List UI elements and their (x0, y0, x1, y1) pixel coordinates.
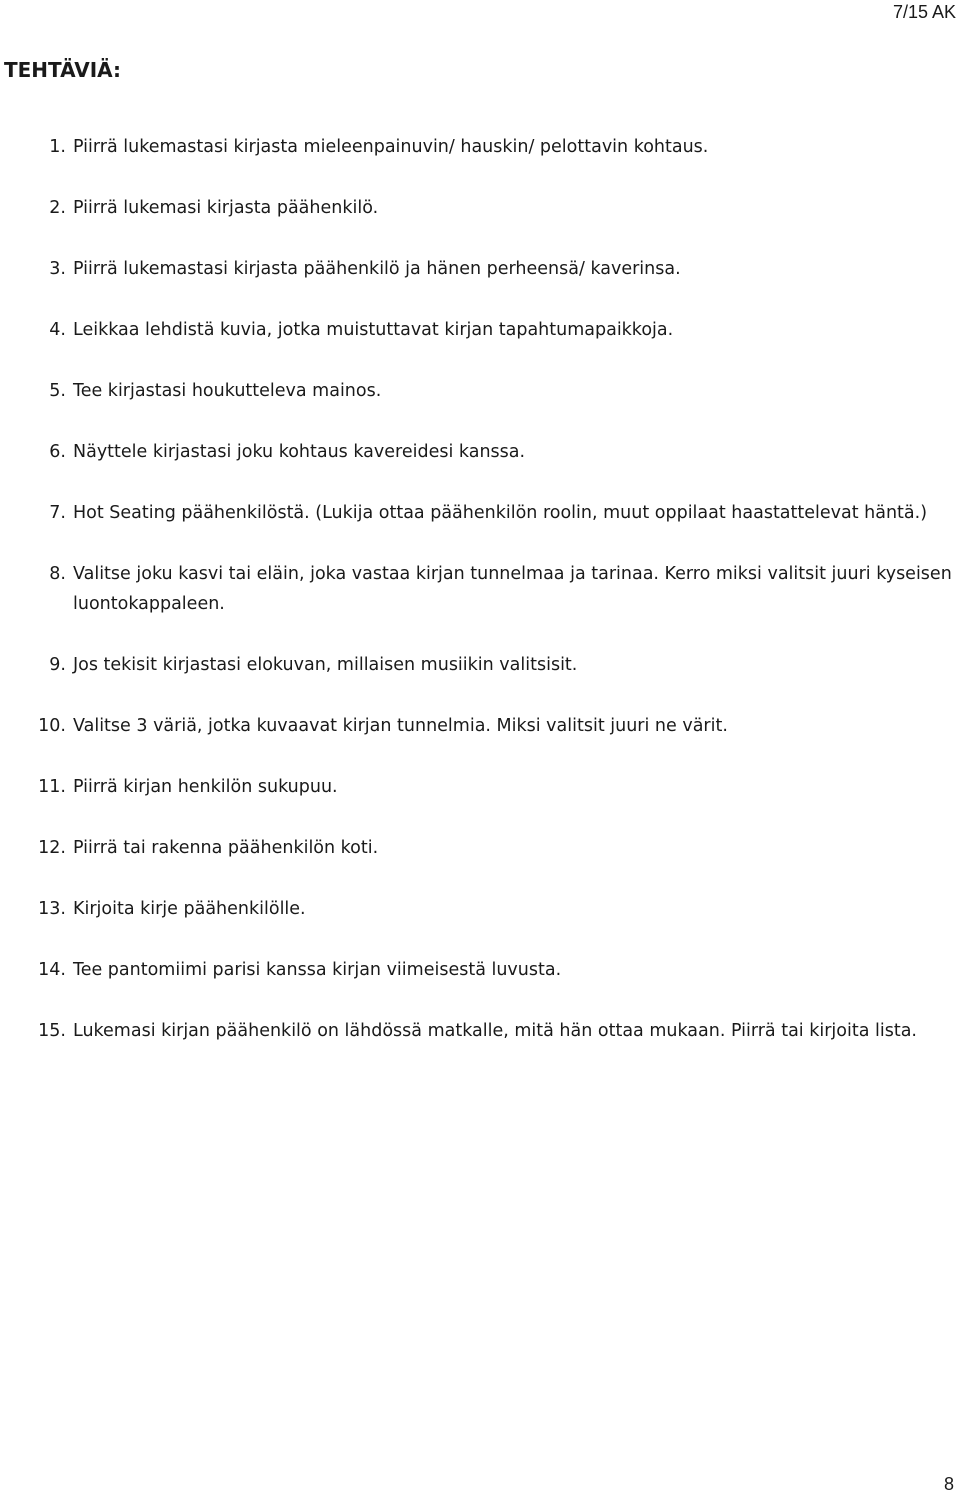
task-number: 12. (38, 838, 66, 858)
task-number: 10. (38, 716, 66, 736)
task-number: 13. (38, 899, 66, 919)
task-text: Tee pantomiimi parisi kanssa kirjan viimeisestä luvusta. (73, 960, 562, 980)
task-item-6 (0, 437, 960, 467)
task-number: 1. (49, 137, 66, 157)
task-text: Piirrä kirjan henkilön sukupuu. (73, 777, 338, 797)
task-number: 11. (38, 777, 66, 797)
task-number: 3. (49, 259, 66, 279)
task-text: Piirrä lukemasi kirjasta päähenkilö. (73, 198, 379, 218)
task-text: Valitse joku kasvi tai eläin, joka vastaa kirjan tunnelmaa ja tarinaa. Kerro miksi valitsit juuri kyseisen luontokappaleen. (73, 564, 952, 614)
task-text: Valitse 3 väriä, jotka kuvaavat kirjan tunnelmia. Miksi valitsit juuri ne värit. (73, 716, 728, 736)
task-item-1 (0, 132, 960, 162)
task-item-12 (0, 833, 960, 863)
task-text: Piirrä lukemastasi kirjasta mieleenpainuvin/ hauskin/ pelottavin kohtaus. (73, 137, 709, 157)
task-number: 4. (49, 320, 66, 340)
task-item-2 (0, 193, 960, 223)
task-number: 6. (49, 442, 66, 462)
page-title: TEHTÄVIÄ: (4, 58, 122, 82)
task-text: Hot Seating päähenkilöstä. (Lukija ottaa päähenkilön roolin, muut oppilaat haastattelevat häntä.) (73, 503, 928, 523)
task-text: Näyttele kirjastasi joku kohtaus kavereidesi kanssa. (73, 442, 526, 462)
task-text: Tee kirjastasi houkutteleva mainos. (73, 381, 382, 401)
task-text: Kirjoita kirje päähenkilölle. (73, 899, 306, 919)
task-item-4 (0, 315, 960, 345)
task-number: 2. (49, 198, 66, 218)
task-item-8 (0, 559, 960, 619)
task-number: 9. (49, 655, 66, 675)
task-number: 15. (38, 1021, 66, 1041)
task-item-15 (0, 1016, 960, 1046)
task-item-14 (0, 955, 960, 985)
task-number: 8. (49, 564, 66, 584)
task-text: Piirrä lukemastasi kirjasta päähenkilö ja hänen perheensä/ kaverinsa. (73, 259, 681, 279)
task-text: Leikkaa lehdistä kuvia, jotka muistuttavat kirjan tapahtumapaikkoja. (73, 320, 674, 340)
task-number: 14. (38, 960, 66, 980)
task-item-5 (0, 376, 960, 406)
task-item-3 (0, 254, 960, 284)
task-item-7 (0, 498, 960, 528)
task-item-9 (0, 650, 960, 680)
task-number: 5. (49, 381, 66, 401)
task-item-10 (0, 711, 960, 741)
task-text: Lukemasi kirjan päähenkilö on lähdössä matkalle, mitä hän ottaa mukaan. Piirrä tai kirjoita lista. (73, 1021, 917, 1041)
task-number: 7. (49, 503, 66, 523)
task-text: Piirrä tai rakenna päähenkilön koti. (73, 838, 379, 858)
document-code: 7/15 AK (892, 2, 956, 22)
task-text: Jos tekisit kirjastasi elokuvan, millaisen musiikin valitsisit. (73, 655, 578, 675)
task-item-11 (0, 772, 960, 802)
task-list (0, 132, 960, 1077)
task-item-13 (0, 894, 960, 924)
page-number: 8 (943, 1474, 954, 1494)
